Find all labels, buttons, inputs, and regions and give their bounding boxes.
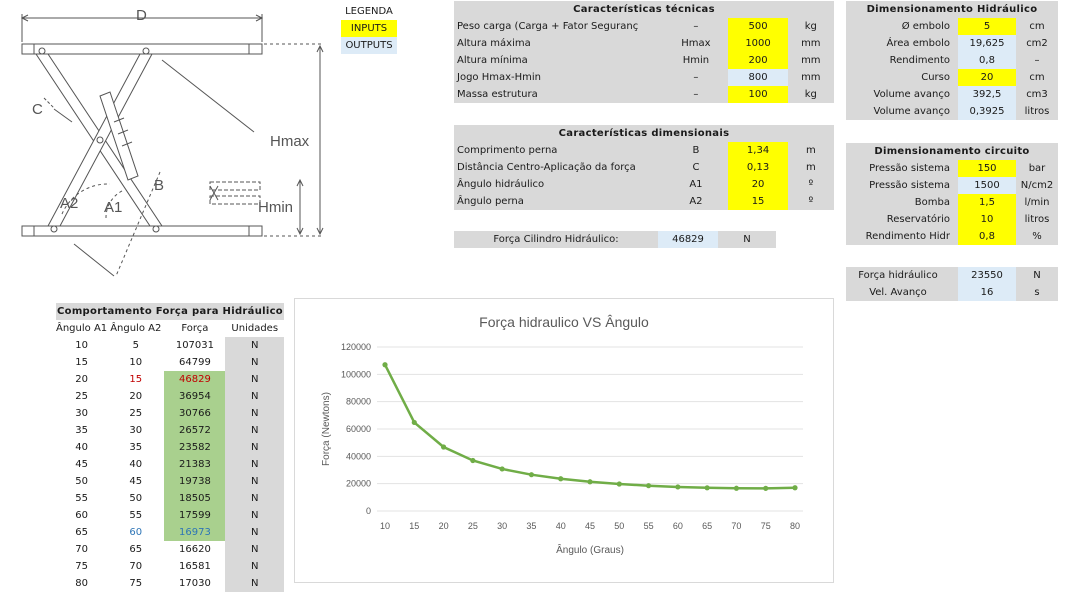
force-cell: 18505 bbox=[164, 490, 225, 507]
unit-cell: N bbox=[225, 456, 284, 473]
hyd-unit: cm bbox=[1029, 72, 1045, 83]
spacer bbox=[721, 176, 729, 193]
behaviour-row bbox=[56, 490, 284, 507]
angle-a2-cell: 25 bbox=[129, 408, 143, 419]
top-platform bbox=[22, 44, 262, 54]
result-row bbox=[846, 267, 1058, 284]
force-cylinder-label: Força Cilindro Hidráulico: bbox=[454, 231, 658, 248]
data-point bbox=[529, 472, 534, 477]
unit-cell: N bbox=[225, 405, 284, 422]
force-cell: 23582 bbox=[164, 439, 225, 456]
hydraulic-table bbox=[846, 1, 1058, 120]
legend-inputs: INPUTS bbox=[341, 20, 397, 37]
tech-value[interactable]: 200 bbox=[728, 52, 787, 69]
legend-title: LEGENDA bbox=[345, 6, 393, 17]
tech-value[interactable]: 500 bbox=[728, 18, 787, 35]
tech-symbol: Hmax bbox=[681, 38, 711, 49]
y-tick-label: 100000 bbox=[340, 369, 371, 380]
x-tick-label: 70 bbox=[731, 521, 742, 531]
tech-value[interactable]: 800 bbox=[728, 69, 787, 86]
hyd-label: Curso bbox=[921, 72, 950, 83]
x-tick-label: 15 bbox=[409, 521, 420, 531]
circ-value[interactable]: 0,8 bbox=[954, 228, 1016, 245]
x-axis-label: Ângulo (Graus) bbox=[556, 545, 624, 556]
behaviour-row bbox=[56, 558, 284, 575]
behaviour-row bbox=[56, 354, 284, 371]
hyd-unit: cm3 bbox=[1026, 89, 1048, 100]
behaviour-row bbox=[56, 439, 284, 456]
dim-title: Características dimensionais bbox=[558, 128, 730, 139]
unit-cell: N bbox=[225, 541, 284, 558]
behaviour-title: Comportamento Força para Hidráulico bbox=[56, 303, 284, 320]
circ-value[interactable]: 150 bbox=[954, 160, 1016, 177]
circ-value[interactable]: 1500 bbox=[954, 177, 1016, 194]
unit-cell: N bbox=[225, 371, 284, 388]
label-a1: A1 bbox=[104, 199, 123, 216]
tech-unit: kg bbox=[804, 21, 817, 32]
angle-a2-cell: 20 bbox=[129, 391, 143, 402]
hyd-label: Volume avanço bbox=[873, 89, 950, 100]
force-cell: 64799 bbox=[179, 357, 211, 368]
circ-row bbox=[846, 211, 1058, 228]
data-point bbox=[587, 479, 592, 484]
data-point bbox=[792, 485, 797, 490]
dim-row bbox=[454, 159, 834, 176]
label-b: B bbox=[154, 177, 165, 194]
force-cell: 46829 bbox=[164, 371, 225, 388]
data-point bbox=[734, 486, 739, 491]
force-cell: 26572 bbox=[164, 422, 225, 439]
dim-value[interactable]: 20 bbox=[728, 176, 787, 193]
spacer bbox=[721, 142, 729, 159]
force-cell: 36954 bbox=[164, 388, 225, 405]
result-label: Vel. Avanço bbox=[869, 287, 927, 298]
dim-unit: º bbox=[808, 179, 814, 190]
tech-row bbox=[454, 35, 834, 52]
line-chart bbox=[295, 299, 833, 582]
tech-title: Características técnicas bbox=[573, 4, 715, 15]
tech-unit: mm bbox=[801, 72, 821, 83]
x-tick-label: 80 bbox=[789, 521, 801, 531]
tech-symbol: – bbox=[693, 21, 699, 32]
data-point bbox=[675, 484, 680, 489]
y-tick-label: 20000 bbox=[345, 478, 371, 489]
dim-row bbox=[454, 142, 834, 159]
circ-unit: N/cm2 bbox=[1020, 180, 1054, 191]
angle-a1-cell: 25 bbox=[75, 391, 88, 402]
angle-a1-cell: 30 bbox=[75, 408, 88, 419]
force-cell: 16581 bbox=[179, 561, 211, 572]
hyd-value[interactable]: 19,625 bbox=[954, 35, 1016, 52]
dim-row bbox=[454, 193, 834, 210]
behaviour-row bbox=[56, 388, 284, 405]
circ-row bbox=[846, 194, 1058, 211]
force-cell: 107031 bbox=[175, 340, 215, 351]
angle-a2-cell: 50 bbox=[129, 493, 143, 504]
circ-row bbox=[846, 228, 1058, 245]
tech-symbol: – bbox=[693, 72, 699, 83]
angle-a2-cell: 40 bbox=[129, 459, 143, 470]
unit-cell: N bbox=[225, 473, 284, 490]
data-point bbox=[382, 362, 387, 367]
force-cylinder-value[interactable]: 46829 bbox=[658, 231, 718, 248]
angle-a2-cell: 75 bbox=[129, 578, 143, 589]
circ-label: Bomba bbox=[914, 197, 950, 208]
angle-a2-cell: 55 bbox=[129, 510, 143, 521]
hyd-row bbox=[846, 18, 1058, 35]
series-line bbox=[385, 365, 795, 489]
hyd-row bbox=[846, 35, 1058, 52]
spacer bbox=[721, 159, 729, 176]
chart-title: Força hidraulico VS Ângulo bbox=[479, 314, 649, 330]
behaviour-row bbox=[56, 507, 284, 524]
x-tick-label: 10 bbox=[379, 521, 391, 531]
tech-unit: mm bbox=[801, 38, 821, 49]
circ-label: Reservatório bbox=[886, 214, 950, 225]
hyd-row bbox=[846, 86, 1058, 103]
angle-a1-cell: 70 bbox=[75, 544, 88, 555]
hyd-value[interactable]: 0,3925 bbox=[954, 103, 1016, 120]
tech-value[interactable]: 100 bbox=[728, 86, 787, 103]
circ-label: Rendimento Hidr bbox=[865, 231, 950, 242]
data-point bbox=[646, 483, 651, 488]
behaviour-header-cell: Ângulo A1 bbox=[56, 323, 108, 334]
angle-a1-cell: 40 bbox=[75, 442, 88, 453]
dim-label: Ângulo perna bbox=[457, 196, 524, 207]
angle-a2-cell: 60 bbox=[129, 527, 143, 538]
angle-a2-cell: 10 bbox=[129, 357, 143, 368]
legend-outputs: OUTPUTS bbox=[341, 37, 397, 54]
hyd-unit: litros bbox=[1024, 106, 1050, 117]
angle-a1-cell: 35 bbox=[75, 425, 88, 436]
dim-symbol: C bbox=[692, 162, 700, 173]
result-label: Força hidráulico bbox=[858, 270, 938, 281]
x-tick-label: 65 bbox=[702, 521, 713, 531]
angle-a1-cell: 10 bbox=[75, 340, 88, 351]
x-tick-label: 30 bbox=[497, 521, 508, 531]
angle-a1-cell: 20 bbox=[75, 374, 88, 385]
dim-unit: m bbox=[805, 145, 816, 156]
dim-symbol: B bbox=[692, 145, 700, 156]
tech-symbol: Hmin bbox=[682, 55, 710, 66]
force-cell: 17030 bbox=[179, 578, 211, 589]
x-tick-label: 50 bbox=[614, 521, 625, 531]
force-cylinder-unit: N bbox=[718, 231, 776, 248]
dim-label: Comprimento perna bbox=[457, 145, 558, 156]
angle-a2-cell: 45 bbox=[129, 476, 143, 487]
bottom-base bbox=[22, 226, 262, 236]
dim-value[interactable]: 15 bbox=[728, 193, 787, 210]
force-cell: 16620 bbox=[179, 544, 211, 555]
y-tick-label: 0 bbox=[365, 506, 371, 516]
dim-table bbox=[454, 125, 834, 210]
tech-row bbox=[454, 86, 834, 103]
dim-value[interactable]: 0,13 bbox=[728, 159, 787, 176]
x-tick-label: 60 bbox=[672, 521, 683, 531]
angle-a1-cell: 65 bbox=[75, 527, 88, 538]
behaviour-header bbox=[56, 320, 284, 337]
data-point bbox=[705, 485, 710, 490]
spacer bbox=[721, 69, 729, 86]
result-value[interactable]: 23550 bbox=[954, 267, 1016, 284]
data-point bbox=[470, 458, 475, 463]
hyd-label: Rendimento bbox=[889, 55, 950, 66]
force-cell: 30766 bbox=[164, 405, 225, 422]
angle-a1-cell: 15 bbox=[75, 357, 88, 368]
label-a2: A2 bbox=[60, 195, 79, 212]
angle-a2-cell: 5 bbox=[132, 340, 139, 351]
hyd-unit: – bbox=[1034, 55, 1040, 66]
circ-unit: bar bbox=[1028, 163, 1046, 174]
unit-cell: N bbox=[225, 388, 284, 405]
force-cell: 21383 bbox=[164, 456, 225, 473]
circ-value[interactable]: 1,5 bbox=[954, 194, 1016, 211]
angle-a1-cell: 55 bbox=[75, 493, 88, 504]
spacer bbox=[721, 35, 729, 52]
behaviour-row bbox=[56, 524, 284, 541]
spacer bbox=[721, 52, 729, 69]
unit-cell: N bbox=[225, 558, 284, 575]
hyd-title: Dimensionamento Hidráulico bbox=[866, 4, 1038, 15]
force-cell: 19738 bbox=[164, 473, 225, 490]
behaviour-header-cell: Ângulo A2 bbox=[110, 323, 162, 334]
data-point bbox=[558, 476, 563, 481]
hyd-label: Área embolo bbox=[886, 38, 950, 49]
tech-label: Jogo Hmax-Hmin bbox=[457, 72, 542, 83]
hyd-value[interactable]: 20 bbox=[954, 69, 1016, 86]
behaviour-row bbox=[56, 456, 284, 473]
circ-label: Pressão sistema bbox=[869, 180, 950, 191]
y-axis-label: Força (Newtons) bbox=[321, 392, 332, 466]
y-tick-label: 60000 bbox=[345, 424, 371, 434]
dim-symbol: A2 bbox=[689, 196, 703, 207]
unit-cell: N bbox=[225, 575, 284, 592]
behaviour-row bbox=[56, 337, 284, 354]
behaviour-header-cell: Força bbox=[181, 323, 209, 334]
circ-value[interactable]: 10 bbox=[954, 211, 1016, 228]
hyd-value[interactable]: 5 bbox=[954, 18, 1016, 35]
circuit-table bbox=[846, 143, 1058, 245]
angle-a2-cell: 35 bbox=[129, 442, 143, 453]
label-c: C bbox=[32, 101, 43, 118]
angle-a2-cell: 30 bbox=[129, 425, 143, 436]
scissor-lift-diagram bbox=[14, 4, 324, 284]
force-cell: 16973 bbox=[164, 524, 225, 541]
y-tick-label: 40000 bbox=[345, 451, 371, 462]
circ-row bbox=[846, 177, 1058, 194]
hyd-unit: cm bbox=[1029, 21, 1045, 32]
tech-table bbox=[454, 1, 834, 103]
angle-a2-cell: 70 bbox=[129, 561, 143, 572]
dim-value[interactable]: 1,34 bbox=[728, 142, 787, 159]
dim-unit: m bbox=[805, 162, 816, 173]
data-point bbox=[412, 420, 417, 425]
hyd-row bbox=[846, 69, 1058, 86]
behaviour-table bbox=[56, 303, 284, 592]
tech-symbol: – bbox=[693, 89, 699, 100]
legend bbox=[341, 3, 397, 54]
x-tick-label: 20 bbox=[438, 521, 449, 531]
angle-a2-cell: 65 bbox=[129, 544, 143, 555]
result-unit: N bbox=[1033, 270, 1041, 281]
circ-title: Dimensionamento circuito bbox=[874, 146, 1030, 157]
circ-row bbox=[846, 160, 1058, 177]
circ-unit: litros bbox=[1024, 214, 1050, 225]
unit-cell: N bbox=[225, 439, 284, 456]
x-tick-label: 55 bbox=[643, 521, 654, 531]
behaviour-row bbox=[56, 371, 284, 388]
behaviour-row bbox=[56, 575, 284, 592]
data-point bbox=[763, 486, 768, 491]
behaviour-row bbox=[56, 405, 284, 422]
angle-a1-cell: 50 bbox=[75, 476, 88, 487]
data-point bbox=[441, 444, 446, 449]
x-tick-label: 45 bbox=[584, 521, 596, 531]
tech-unit: kg bbox=[804, 89, 817, 100]
y-tick-label: 80000 bbox=[345, 396, 371, 407]
data-point bbox=[617, 481, 622, 486]
x-tick-label: 75 bbox=[760, 521, 771, 531]
result-value[interactable]: 16 bbox=[954, 284, 1016, 301]
tech-unit: mm bbox=[801, 55, 821, 66]
results-table bbox=[846, 267, 1058, 301]
force-cell: 17599 bbox=[164, 507, 225, 524]
data-point bbox=[500, 466, 505, 471]
hyd-label: Volume avanço bbox=[873, 106, 950, 117]
tech-row bbox=[454, 18, 834, 35]
x-tick-label: 40 bbox=[555, 521, 566, 531]
spacer bbox=[721, 193, 729, 210]
tech-label: Peso carga (Carga + Fator Seguranç bbox=[457, 21, 639, 32]
behaviour-row bbox=[56, 473, 284, 490]
tech-label: Massa estrutura bbox=[457, 89, 538, 100]
angle-a1-cell: 75 bbox=[75, 561, 88, 572]
unit-cell: N bbox=[225, 354, 284, 371]
hyd-value[interactable]: 0,8 bbox=[954, 52, 1016, 69]
unit-cell: N bbox=[225, 524, 284, 541]
y-tick-label: 120000 bbox=[340, 342, 371, 352]
spacer bbox=[721, 18, 729, 35]
unit-cell: N bbox=[225, 507, 284, 524]
hyd-row bbox=[846, 52, 1058, 69]
behaviour-header-cell: Unidades bbox=[231, 323, 279, 334]
tech-row bbox=[454, 52, 834, 69]
dim-row bbox=[454, 176, 834, 193]
x-tick-label: 25 bbox=[467, 521, 478, 531]
chart-container bbox=[294, 298, 834, 583]
hyd-value[interactable]: 392,5 bbox=[954, 86, 1016, 103]
behaviour-row bbox=[56, 422, 284, 439]
tech-row bbox=[454, 69, 834, 86]
result-unit: s bbox=[1034, 287, 1040, 298]
label-hmax: Hmax bbox=[270, 133, 310, 150]
dim-label: Distância Centro-Aplicação da força bbox=[457, 162, 636, 173]
behaviour-row bbox=[56, 541, 284, 558]
circ-label: Pressão sistema bbox=[869, 163, 950, 174]
label-d: D bbox=[136, 7, 147, 24]
angle-a2-cell: 15 bbox=[129, 374, 143, 385]
spacer bbox=[721, 86, 729, 103]
unit-cell: N bbox=[225, 490, 284, 507]
angle-a1-cell: 80 bbox=[75, 578, 88, 589]
circ-unit: l/min bbox=[1024, 197, 1050, 208]
hyd-label: Ø embolo bbox=[901, 21, 950, 32]
dim-unit: º bbox=[808, 196, 814, 207]
circ-unit: % bbox=[1032, 231, 1042, 242]
tech-value[interactable]: 1000 bbox=[728, 35, 787, 52]
hyd-unit: cm2 bbox=[1026, 38, 1048, 49]
x-tick-label: 35 bbox=[526, 521, 537, 531]
dim-label: Ângulo hidráulico bbox=[457, 179, 545, 190]
hyd-row bbox=[846, 103, 1058, 120]
angle-a1-cell: 45 bbox=[75, 459, 88, 470]
tech-label: Altura mínima bbox=[457, 55, 528, 66]
tech-label: Altura máxima bbox=[457, 38, 531, 49]
unit-cell: N bbox=[225, 422, 284, 439]
angle-a1-cell: 60 bbox=[75, 510, 88, 521]
dim-symbol: A1 bbox=[689, 179, 703, 190]
unit-cell: N bbox=[225, 337, 284, 354]
force-cylinder-row bbox=[454, 231, 776, 248]
result-row bbox=[846, 284, 1058, 301]
label-hmin: Hmin bbox=[258, 199, 294, 216]
